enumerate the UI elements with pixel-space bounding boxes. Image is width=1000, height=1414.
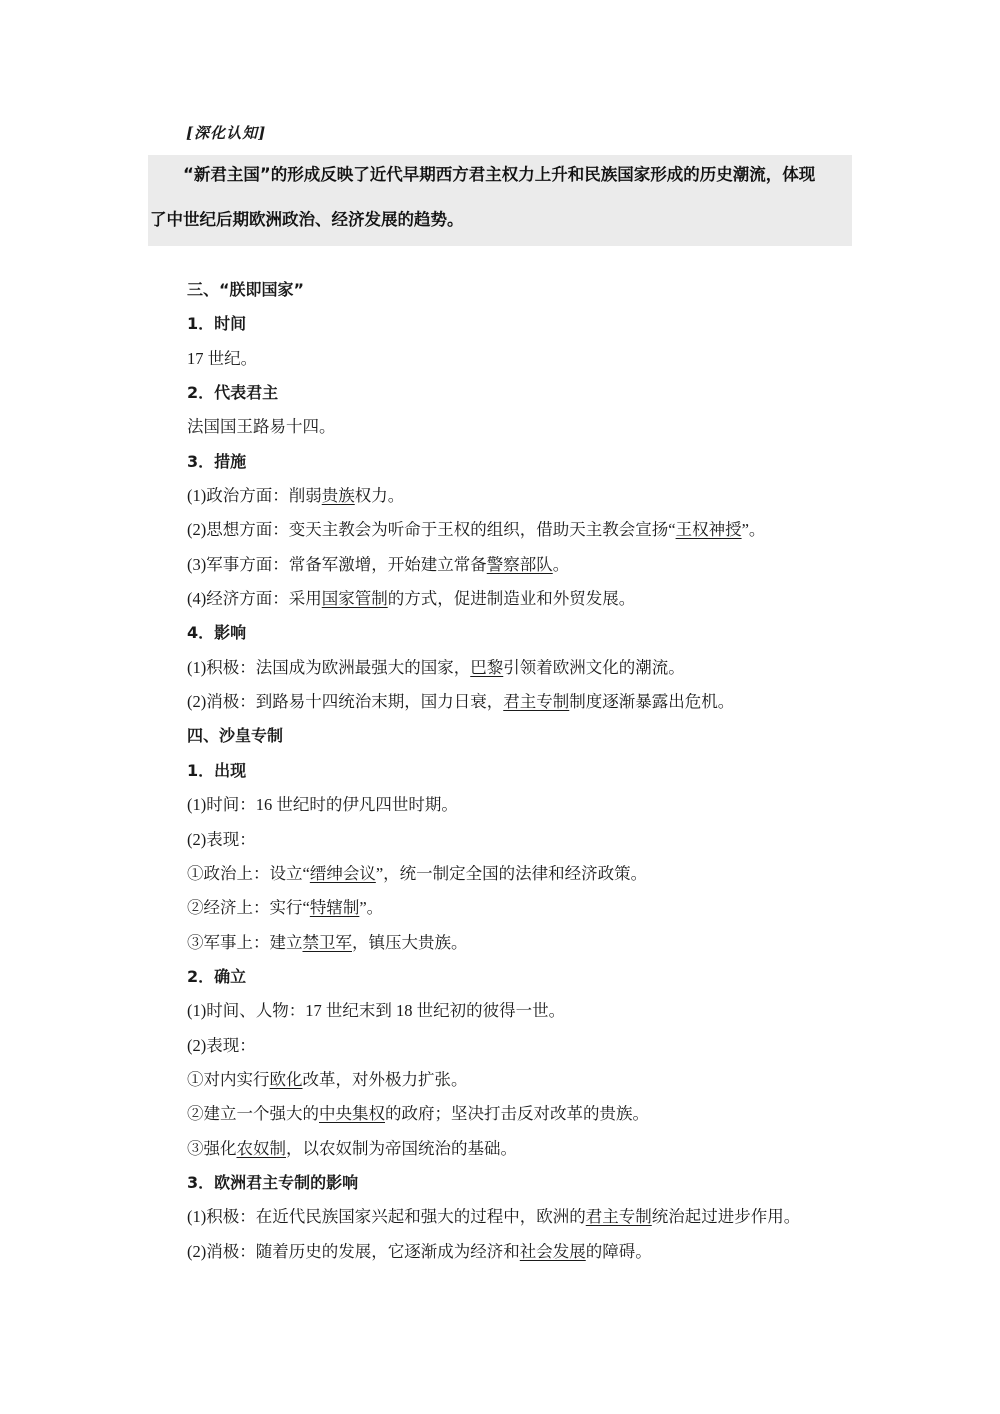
keyword: 国家管制 — [321, 589, 388, 609]
keyword: 欧化 — [269, 1069, 303, 1089]
list-item — [187, 863, 867, 897]
list-item — [187, 588, 867, 622]
callout-line-2: 了中世纪后期欧洲政治、经济发展的趋势。 — [150, 210, 464, 229]
list-item — [187, 554, 867, 588]
text: (2)思想方面：变天主教会为听命于王权的组织，借助天主教会宣扬“ — [187, 520, 676, 540]
text: (3)军事方面：常备军激增，开始建立常备 — [187, 554, 487, 574]
text: ③强化 — [187, 1138, 237, 1158]
keyword: 农奴制 — [236, 1138, 286, 1158]
summary-callout — [148, 155, 852, 246]
text: (1)积极：法国成为欧洲最强大的国家， — [187, 657, 471, 677]
keyword: 中央集权 — [319, 1104, 385, 1124]
keyword: 特辖制 — [309, 898, 360, 918]
keyword: 君主专制 — [503, 692, 570, 712]
text: ①政治上：设立“ — [187, 863, 310, 883]
keyword: 社会发展 — [519, 1241, 586, 1261]
paragraph: 法国国王路易十四。 — [187, 417, 336, 437]
paragraph: (2)表现： — [187, 1035, 256, 1055]
section-heading: 三、“朕即国家” — [187, 280, 305, 299]
text: 引领着欧洲文化的潮流。 — [503, 657, 685, 677]
text: (2)消极：随着历史的发展，它逐渐成为经济和 — [187, 1241, 520, 1261]
paragraph: 17 世纪。 — [187, 348, 258, 368]
subheading: 4．影响 — [187, 623, 247, 643]
keyword: 贵族 — [321, 486, 355, 506]
list-item — [187, 1069, 867, 1103]
text: 改革，对外极力扩张。 — [302, 1069, 468, 1089]
text: ”。 — [359, 898, 384, 918]
subheading: 3．欧洲君主专制的影响 — [187, 1172, 359, 1192]
list-item — [187, 657, 867, 691]
list-item — [187, 932, 867, 966]
subheading: 1．时间 — [187, 314, 247, 334]
text: (1)政治方面：削弱 — [187, 486, 322, 506]
callout-line-1: “新君主国”的形成反映了近代早期西方君主权力上升和民族国家形成的历史潮流，体现 — [183, 165, 816, 184]
list-item — [187, 1241, 867, 1275]
list-item — [187, 519, 867, 553]
section-heading: 四、沙皇专制 — [187, 726, 284, 746]
subheading: 3．措施 — [187, 451, 247, 471]
keyword: 禁卫军 — [302, 932, 352, 952]
text: 的方式，促进制造业和外贸发展。 — [387, 589, 636, 609]
subheading: 2．代表君主 — [187, 383, 279, 403]
list-item — [187, 1103, 867, 1137]
keyword: 君主专制 — [585, 1207, 652, 1227]
text: ”。 — [741, 520, 766, 540]
subheading: 2．确立 — [187, 966, 247, 986]
paragraph: (1)时间、人物：17 世纪末到 18 世纪初的彼得一世。 — [187, 1001, 566, 1021]
subheading: 1．出现 — [187, 760, 247, 780]
text: 统治起过进步作用。 — [651, 1207, 801, 1227]
text: 制度逐渐暴露出危机。 — [569, 692, 735, 712]
list-item — [187, 691, 867, 725]
keyword: 王权神授 — [675, 520, 742, 540]
text: ，以农奴制为帝国统治的基础。 — [286, 1138, 517, 1158]
paragraph: (1)时间：16 世纪时的伊凡四世时期。 — [187, 795, 458, 815]
text: ，镇压大贵族。 — [352, 932, 468, 952]
text: 。 — [552, 554, 570, 574]
keyword: 缙绅会议 — [309, 863, 376, 883]
list-item — [187, 1138, 867, 1172]
text: (4)经济方面：采用 — [187, 589, 322, 609]
paragraph: (2)表现： — [187, 829, 256, 849]
text: (1)积极：在近代民族国家兴起和强大的过程中，欧洲的 — [187, 1207, 586, 1227]
text: ③军事上：建立 — [187, 932, 303, 952]
text: 权力。 — [354, 486, 405, 506]
text: ②经济上：实行“ — [187, 898, 310, 918]
list-item — [187, 1206, 867, 1240]
deepen-understanding-tag: [深化认知] — [186, 124, 267, 142]
text: 的障碍。 — [585, 1241, 652, 1261]
text: ②建立一个强大的 — [187, 1104, 319, 1124]
text: (2)消极：到路易十四统治末期，国力日衰， — [187, 692, 504, 712]
text: ”，统一制定全国的法律和经济政策。 — [375, 863, 648, 883]
keyword: 警察部队 — [486, 554, 553, 574]
text: ①对内实行 — [187, 1069, 270, 1089]
list-item — [187, 485, 867, 519]
keyword: 巴黎 — [470, 657, 504, 677]
list-item — [187, 897, 867, 931]
text: 的政府；坚决打击反对改革的贵族。 — [385, 1104, 649, 1124]
notes-body — [187, 279, 867, 1275]
